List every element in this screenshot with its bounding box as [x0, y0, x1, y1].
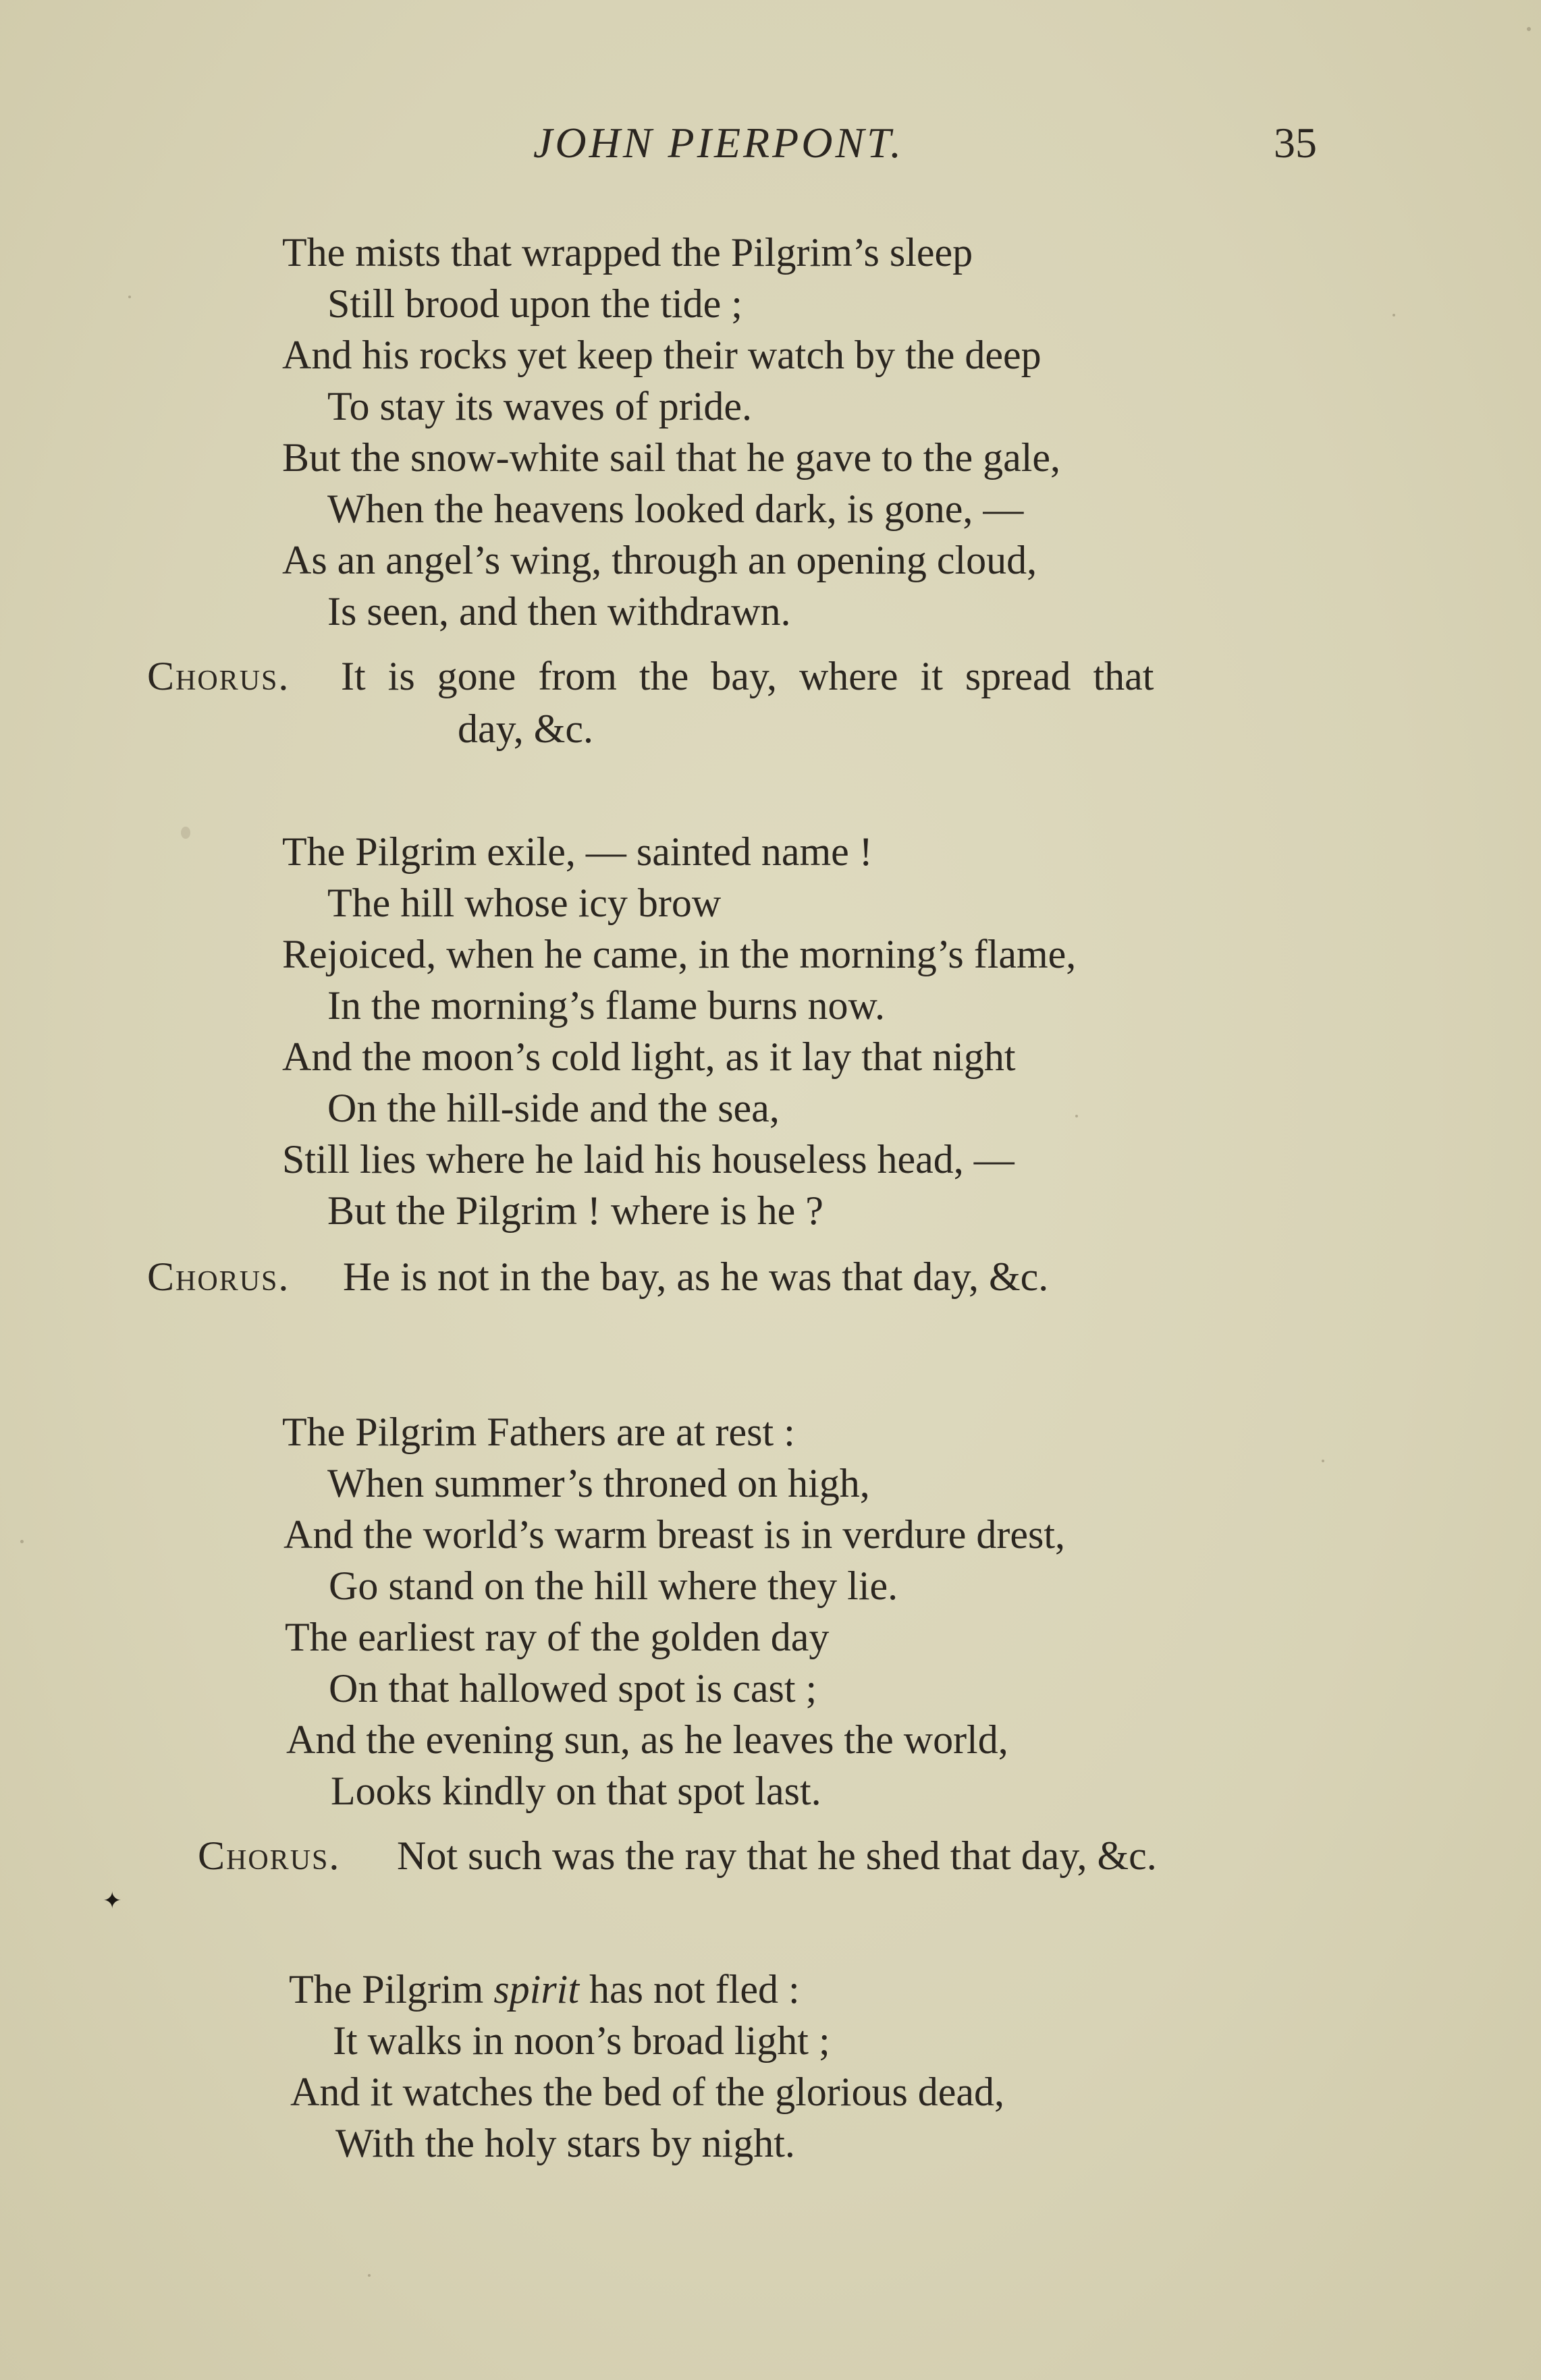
chorus-3-text: Not such was the ray that he shed that day, &c.: [397, 1833, 1157, 1878]
stanza-2-line-4: In the morning’s flame burns now.: [327, 983, 885, 1028]
stanza-2-line-7: Still lies where he laid his houseless head, —: [282, 1137, 1015, 1182]
stanza-1-line-5: But the snow-white sail that he gave to the gale,: [282, 435, 1061, 480]
page-number: 35: [1274, 119, 1317, 167]
stanza-1-line-4: To stay its waves of pride.: [327, 384, 753, 428]
stanza-2-line-6: On the hill-side and the sea,: [327, 1086, 780, 1130]
chorus-1-continuation: day, &c.: [458, 707, 594, 751]
chorus-2-label: Chorus.: [147, 1254, 290, 1299]
paper-speck: [1075, 1115, 1078, 1117]
paper-speck: [20, 1540, 24, 1543]
paper-speck: [1527, 27, 1531, 31]
stanza-1-line-1: The mists that wrapped the Pilgrim’s sleep: [282, 230, 973, 275]
stanza-3-line-2: When summer’s throned on high,: [327, 1461, 870, 1505]
stanza-1-line-7: As an angel’s wing, through an opening cloud,: [282, 538, 1037, 582]
paper-speck: [1322, 1460, 1324, 1462]
stanza-2-line-5: And the moon’s cold light, as it lay that night: [282, 1034, 1016, 1079]
stanza-4-line-2: It walks in noon’s broad light ;: [333, 2018, 830, 2063]
stanza-3-line-1: The Pilgrim Fathers are at rest :: [282, 1410, 795, 1454]
paper-speck: [181, 827, 190, 839]
stanza-4-line-1-after: has not fled :: [579, 1967, 800, 2012]
stanza-3-line-3: And the world’s warm breast is in verdure drest,: [283, 1512, 1066, 1557]
stanza-2-line-8: But the Pilgrim ! where is he ?: [327, 1188, 823, 1233]
stanza-3-line-7: And the evening sun, as he leaves the world,: [286, 1717, 1008, 1762]
printer-ornament: ✦: [103, 1887, 122, 1914]
chorus-1-text: It is gone from the bay, where it spread that: [341, 654, 1154, 698]
paper-speck: [1393, 314, 1395, 316]
stanza-1-line-8: Is seen, and then withdrawn.: [327, 589, 791, 634]
stanza-3-line-6: On that hallowed spot is cast ;: [329, 1666, 817, 1711]
chorus-1-label: Chorus.: [147, 654, 290, 698]
stanza-1-line-3: And his rocks yet keep their watch by the deep: [282, 333, 1042, 377]
stanza-4-line-1-before: The Pilgrim: [289, 1967, 494, 2012]
stanza-1-line-6: When the heavens looked dark, is gone, —: [327, 487, 1024, 531]
stanza-4-line-1: [289, 1969, 800, 2010]
stanza-2-line-1: The Pilgrim exile, — sainted name !: [282, 829, 873, 874]
stanza-1-line-2: Still brood upon the tide ;: [327, 281, 742, 326]
stanza-2-line-3: Rejoiced, when he came, in the morning’s flame,: [282, 932, 1077, 976]
chorus-2-text: He is not in the bay, as he was that day, &c.: [343, 1254, 1049, 1299]
stanza-3-line-4: Go stand on the hill where they lie.: [329, 1563, 898, 1608]
stanza-3-line-8: Looks kindly on that spot last.: [331, 1769, 821, 1813]
chorus-3-label: Chorus.: [198, 1833, 341, 1878]
stanza-2-line-2: The hill whose icy brow: [327, 881, 722, 925]
paper-speck: [128, 296, 131, 298]
stanza-3-line-5: The earliest ray of the golden day: [285, 1615, 830, 1659]
stanza-4-line-4: With the holy stars by night.: [335, 2121, 795, 2165]
stanza-4-line-1-italic: spirit: [493, 1967, 580, 2012]
paper-speck: [368, 2274, 371, 2277]
running-header-title: JOHN PIERPONT.: [533, 119, 904, 167]
stanza-4-line-3: And it watches the bed of the glorious dead,: [290, 2070, 1005, 2114]
